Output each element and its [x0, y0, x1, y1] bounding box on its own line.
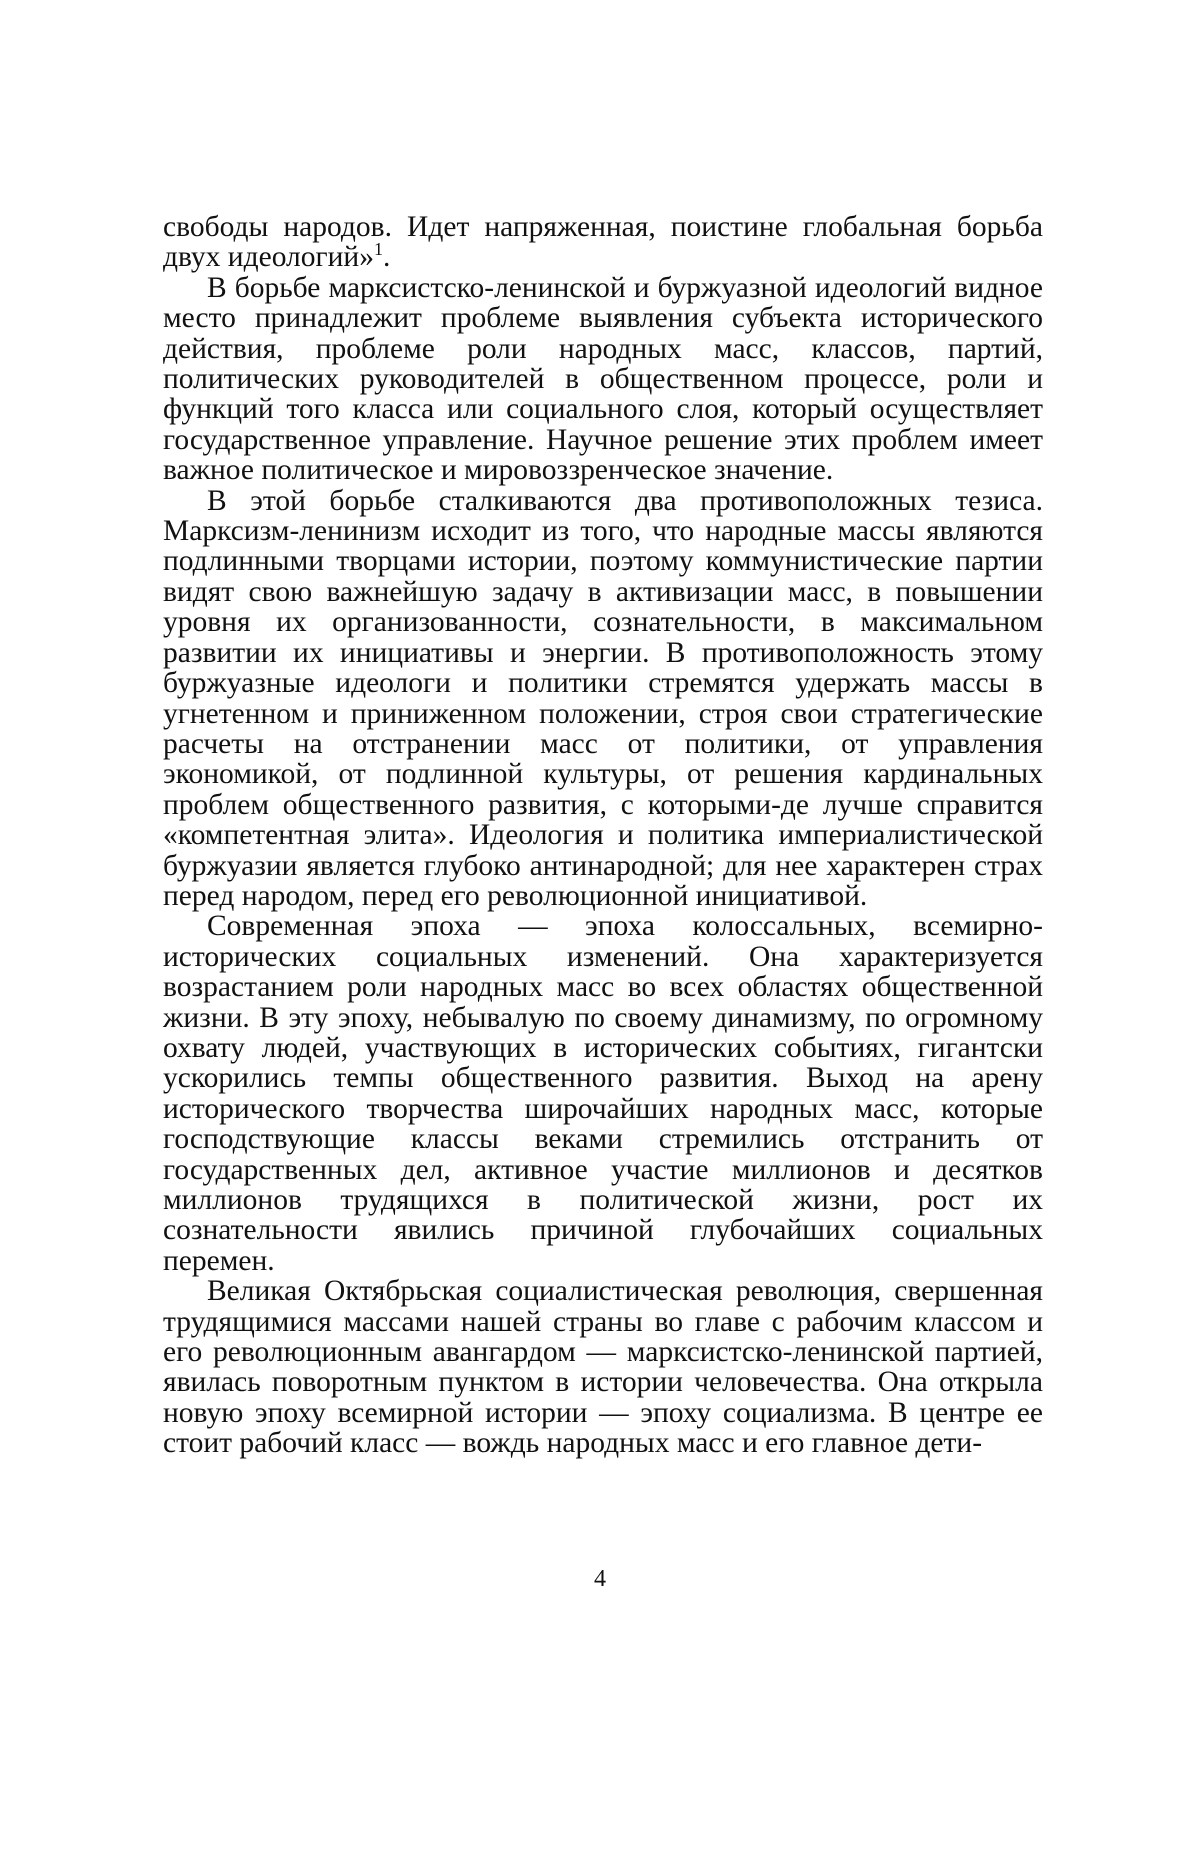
- paragraph-1-text: свободы народов. Идет напряженная, поистине глобальная борьба двух идеологий»: [163, 211, 1043, 274]
- paragraph-2: В борьбе марксистско-ленинской и буржуазной идеологий видное место принадлежит проблеме выявления субъекта исторического действия, проблеме роли народных масс, классов, партий, политических руководителей в общественном процессе, роли и функций того класса или социального слоя, который осуществляет государственное управление. Научное решение этих проблем имеет важное политическое и мировоззренческое значение.: [163, 271, 1043, 487]
- footnote-mark[interactable]: 1: [373, 239, 383, 260]
- page-body: [163, 212, 1043, 1459]
- paragraph-1-tail: .: [382, 241, 391, 274]
- paragraph-5: Великая Октябрьская социалистическая революция, свершенная трудящимися массами нашей страны во главе с рабочим классом и его революционным авангардом — марксистско-ленинской партией, явилась поворотным пунктом в истории человечества. Она открыла новую эпоху всемирной истории — эпоху социализма. В центре ее стоит рабочий класс — вождь народных масс и его главное дети-: [163, 1275, 1043, 1460]
- paragraph-1: [163, 212, 1043, 273]
- page-number: 4: [594, 1566, 606, 1592]
- paragraph-4: Современная эпоха — эпоха колоссальных, всемирно-исторических социальных изменений. Она характеризуется возрастанием роли народных масс во всех областях общественной жизни. В эту эпоху, небывалую по своему динамизму, по огромному охвату людей, участвующих в исторических событиях, гигантски ускорились темпы общественного развития. Выход на арену исторического творчества широчайших народных масс, которые господствующие классы веками стремились отстранить от государственных дел, активное участие миллионов и десятков миллионов трудящихся в политической жизни, рост их сознательности явились причиной глубочайших социальных перемен.: [163, 910, 1043, 1277]
- paragraph-3: В этой борьбе сталкиваются два противоположных тезиса. Марксизм-ленинизм исходит из того, что народные массы являются подлинными творцами истории, поэтому коммунистические партии видят свою важнейшую задачу в активизации масс, в повышении уровня их организованности, сознательности, в максимальном развитии их инициативы и энергии. В противоположность этому буржуазные идеологи и политики стремятся удержать массы в угнетенном и приниженном положении, строя свои стратегические расчеты на отстранении масс от политики, от управления экономикой, от подлинной культуры, от решения кардинальных проблем общественного развития, с которыми-де лучше справится «компетентная элита». Идеология и политика империалистической буржуазии является глубоко антинародной; для нее характерен страх перед народом, перед его революционной инициативой.: [163, 484, 1043, 912]
